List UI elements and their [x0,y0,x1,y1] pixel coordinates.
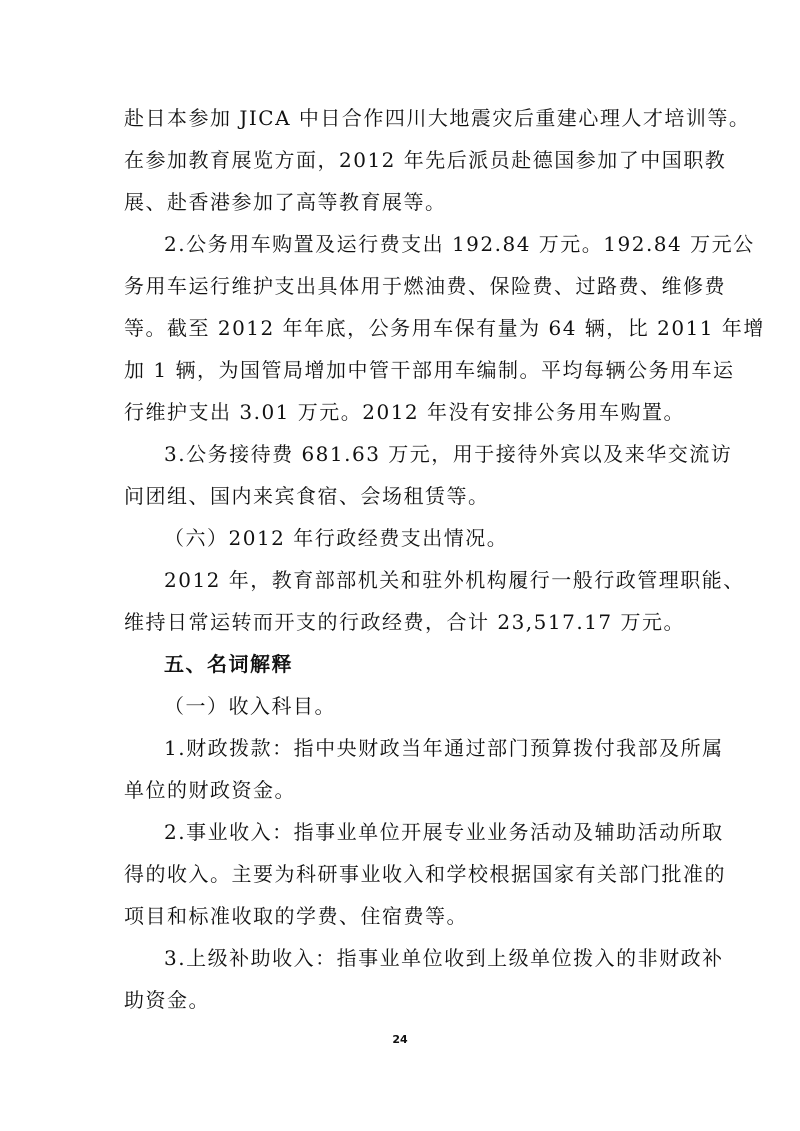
text-line-16: 1.财政拨款：指中央财政当年通过部门预算拨付我部及所属 [164,736,724,760]
text-line-17: 单位的财政资金。 [124,778,296,802]
text-line-21: 3.上级补助收入：指事业单位收到上级单位拨入的非财政补 [164,946,724,970]
text-line-19: 得的收入。主要为科研事业收入和学校根据国家有关部门批准的 [124,862,726,886]
text-line-9: 3.公务接待费 681.63 万元，用于接待外宾以及来华交流访 [164,442,733,466]
text-line-3: 展、赴香港参加了高等教育展等。 [124,190,447,214]
text-line-8: 行维护支出 3.01 万元。2012 年没有安排公务用车购置。 [124,400,686,424]
text-line-13: 维持日常运转而开支的行政经费，合计 23,517.17 万元。 [124,610,686,634]
text-line-18: 2.事业收入：指事业单位开展专业业务活动及辅助活动所取 [164,820,724,844]
text-line-10: 问团组、国内来宾食宿、会场租赁等。 [124,484,490,508]
section-heading-5: 五、名词解释 [164,652,293,676]
text-line-2: 在参加教育展览方面，2012 年先后派员赴德国参加了中国职教 [124,148,727,172]
text-line-7: 加 1 辆，为国管局增加中管干部用车编制。平均每辆公务用车运 [124,358,735,382]
text-line-12: 2012 年，教育部部机关和驻外机构履行一般行政管理职能、 [164,568,745,592]
section-subheading-6: （六）2012 年行政经费支出情况。 [164,526,509,550]
page-number: 24 [392,1033,408,1046]
text-line-1: 赴日本参加 JICA 中日合作四川大地震灾后重建心理人才培训等。 [124,106,751,130]
text-line-5: 务用车运行维护支出具体用于燃油费、保险费、过路费、维修费 [124,274,726,298]
subsection-heading-1: （一）收入科目。 [164,694,336,718]
text-line-20: 项目和标准收取的学费、住宿费等。 [124,904,468,928]
text-line-4: 2.公务用车购置及运行费支出 192.84 万元。192.84 万元公 [164,232,755,256]
text-line-6: 等。截至 2012 年年底，公务用车保有量为 64 辆，比 2011 年增 [124,316,765,340]
text-line-22: 助资金。 [124,988,210,1012]
